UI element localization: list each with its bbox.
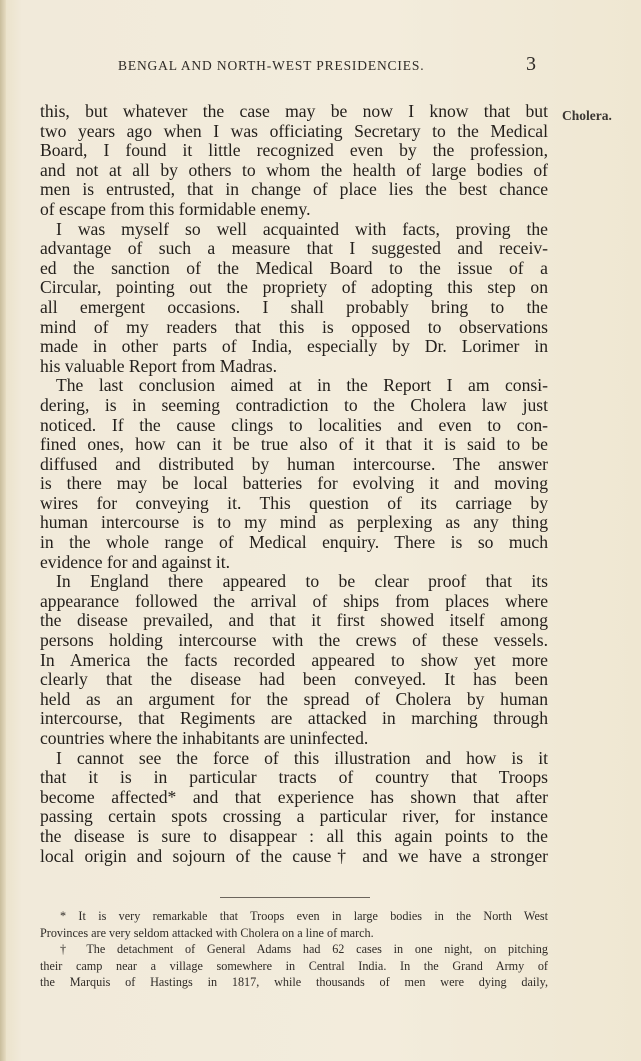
footnote-line: their camp near a village somewhere in Central India. In the Grand Army of: [40, 958, 548, 973]
body-line: held as an argument for the spread of Cholera by human: [40, 688, 548, 709]
body-line: Board, I found it little recognized even by the profession,: [40, 140, 548, 161]
body-line: the disease is sure to disappear : all this again points to the: [40, 825, 548, 846]
body-line: his valuable Report from Madras.: [40, 355, 277, 376]
marginal-note: Cholera.: [562, 108, 612, 123]
body-line: local origin and sojourn of the cause† and we have a stronger: [40, 845, 548, 866]
footnote-line: the Marquis of Hastings in 1817, while thousands of men were dying daily,: [40, 975, 548, 990]
footnote-line: † The detachment of General Adams had 62 cases in one night, on pitching: [60, 942, 548, 957]
body-line: diffused and distributed by human intercourse. The answer: [40, 453, 548, 474]
body-line: ed the sanction of the Medical Board to the issue of a: [40, 257, 548, 278]
body-line: become affected* and that experience has shown that after: [40, 786, 548, 807]
body-line: the disease prevailed, and that it first showed itself among: [40, 610, 548, 631]
body-line: dering, is in seeming contradiction to the Cholera law just: [40, 394, 548, 415]
body-line: is there may be local batteries for evolving it and moving: [40, 473, 548, 494]
binding-edge: [0, 0, 6, 1061]
body-line: The last conclusion aimed at in the Report I am consi-: [56, 375, 548, 396]
footnote-line: Provinces are very seldom attacked with Cholera on a line of march.: [40, 925, 374, 940]
footnote-rule: [220, 897, 370, 898]
body-line: advantage of such a measure that I suggested and receiv-: [40, 238, 548, 259]
body-line: In England there appeared to be clear proof that its: [56, 571, 548, 592]
body-line: and not at all by others to whom the health of large bodies of: [40, 159, 548, 180]
body-line: of escape from this formidable enemy.: [40, 198, 311, 219]
body-line: in the whole range of Medical enquiry. There is so much: [40, 532, 548, 553]
footnotes: [40, 908, 548, 991]
body-line: I was myself so well acquainted with facts, proving the: [56, 218, 548, 239]
body-line: all emergent occasions. I shall probably bring to the: [40, 296, 548, 317]
body-line: fined ones, how can it be true also of it that it is said to be: [40, 434, 548, 455]
body-line: this, but whatever the case may be now I know that but: [40, 101, 548, 121]
body-line: made in other parts of India, especially by Dr. Lorimer in: [40, 336, 548, 357]
body-line: appearance followed the arrival of ships from places where: [40, 590, 548, 611]
running-header: BENGAL AND NORTH-WEST PRESIDENCIES.: [118, 58, 425, 73]
body-line: noticed. If the cause clings to localities and even to con-: [40, 414, 548, 435]
body-line: passing certain spots crossing a particular river, for instance: [40, 806, 548, 827]
body-line: that it is in particular tracts of country that Troops: [40, 767, 548, 788]
body-line: persons holding intercourse with the crews of these vessels.: [40, 630, 548, 651]
body-line: mind of my readers that this is opposed to observations: [40, 316, 548, 337]
page-number: 3: [526, 53, 536, 75]
body-line: wires for conveying it. This question of its carriage by: [40, 492, 548, 513]
footnote-line: * It is very remarkable that Troops even in large bodies in the North West: [60, 909, 548, 923]
body-line: countries where the inhabitants are uninfected.: [40, 728, 369, 748]
body-line: two years ago when I was officiating Secretary to the Medical: [40, 120, 548, 141]
body-line: Circular, pointing out the propriety of adopting this step on: [40, 277, 548, 298]
body-line: human intercourse is to my mind as perplexing as any thing: [40, 512, 548, 533]
body-line: I cannot see the force of this illustration and how is it: [56, 747, 548, 768]
body-line: In America the facts recorded appeared to show yet more: [40, 649, 548, 670]
body-line: men is entrusted, that in change of place lies the best chance: [40, 179, 548, 200]
body-line: evidence for and against it.: [40, 551, 231, 572]
body-line: clearly that the disease had been conveyed. It has been: [40, 669, 548, 690]
body-text: [40, 102, 548, 866]
body-line: intercourse, that Regiments are attacked in marching through: [40, 708, 548, 729]
